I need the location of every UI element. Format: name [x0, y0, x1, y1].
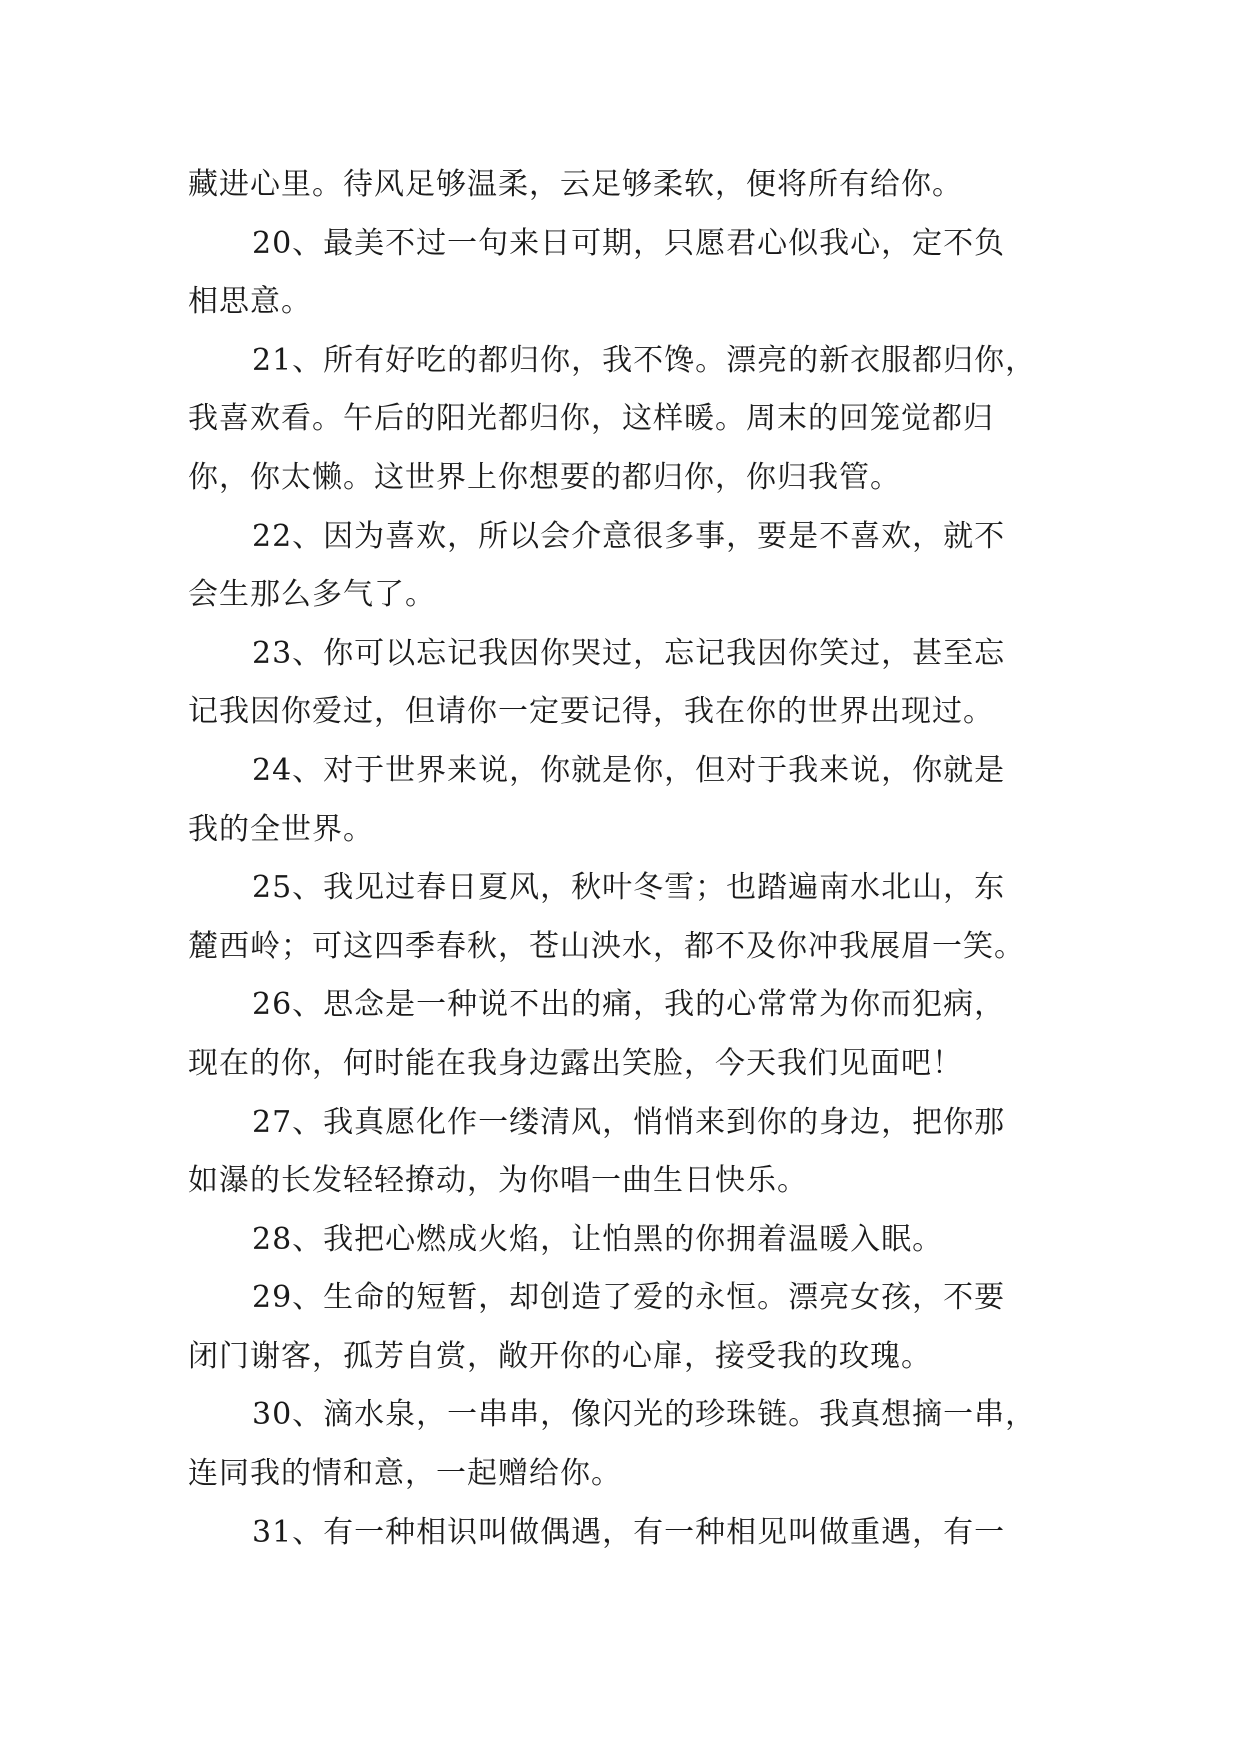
paragraph-line: 相思意。 — [188, 284, 312, 320]
paragraph-line: 我的全世界。 — [188, 811, 374, 847]
paragraph-first-line: 25、我见过春日夏风，秋叶冬雪；也踏遍南水北山，东 — [252, 870, 1006, 906]
paragraph-line: 记我因你爱过，但请你一定要记得，我在你的世界出现过。 — [188, 694, 994, 730]
paragraph-first-line: 23、你可以忘记我因你哭过，忘记我因你笑过，甚至忘 — [252, 635, 1006, 671]
paragraph-first-line: 31、有一种相识叫做偶遇，有一种相见叫做重遇，有一 — [252, 1514, 1006, 1550]
paragraph-line: 藏进心里。待风足够温柔，云足够柔软，便将所有给你。 — [188, 167, 963, 202]
paragraph-first-line: 27、我真愿化作一缕清风，悄悄来到你的身边，把你那 — [252, 1104, 1006, 1140]
paragraph-line: 你，你太懒。这世界上你想要的都归你，你归我管。 — [188, 459, 901, 495]
paragraph-line: 会生那么多气了。 — [188, 577, 436, 613]
paragraph-first-line: 21、所有好吃的都归你，我不馋。漂亮的新衣服都归你， — [252, 342, 1037, 378]
paragraph-first-line: 30、滴水泉，一串串，像闪光的珍珠链。我真想摘一串， — [252, 1397, 1037, 1433]
paragraph-first-line: 24、对于世界来说，你就是你，但对于我来说，你就是 — [252, 752, 1006, 788]
paragraph-first-line: 26、思念是一种说不出的痛，我的心常常为你而犯病， — [252, 987, 1006, 1023]
paragraph-line: 麓西岭；可这四季春秋，苍山泱水，都不及你冲我展眉一笑。 — [188, 928, 1025, 964]
paragraph-line: 连同我的情和意，一起赠给你。 — [188, 1456, 622, 1492]
paragraph-line: 我喜欢看。午后的阳光都归你，这样暖。周末的回笼觉都归 — [188, 401, 994, 437]
paragraph-first-line: 29、生命的短暂，却创造了爱的永恒。漂亮女孩，不要 — [252, 1280, 1006, 1316]
paragraph-first-line: 20、最美不过一句来日可期，只愿君心似我心，定不负 — [252, 225, 1006, 261]
paragraph-line: 现在的你，何时能在我身边露出笑脸，今天我们见面吧！ — [188, 1045, 963, 1081]
paragraph-first-line: 28、我把心燃成火焰，让怕黑的你拥着温暖入眠。 — [252, 1221, 944, 1257]
paragraph-first-line: 22、因为喜欢，所以会介意很多事，要是不喜欢，就不 — [252, 518, 1006, 554]
body-text — [188, 156, 1058, 1562]
paragraph-line: 闭门谢客，孤芳自赏，敞开你的心扉，接受我的玫瑰。 — [188, 1338, 932, 1374]
paragraph-line: 如瀑的长发轻轻撩动，为你唱一曲生日快乐。 — [188, 1163, 808, 1199]
